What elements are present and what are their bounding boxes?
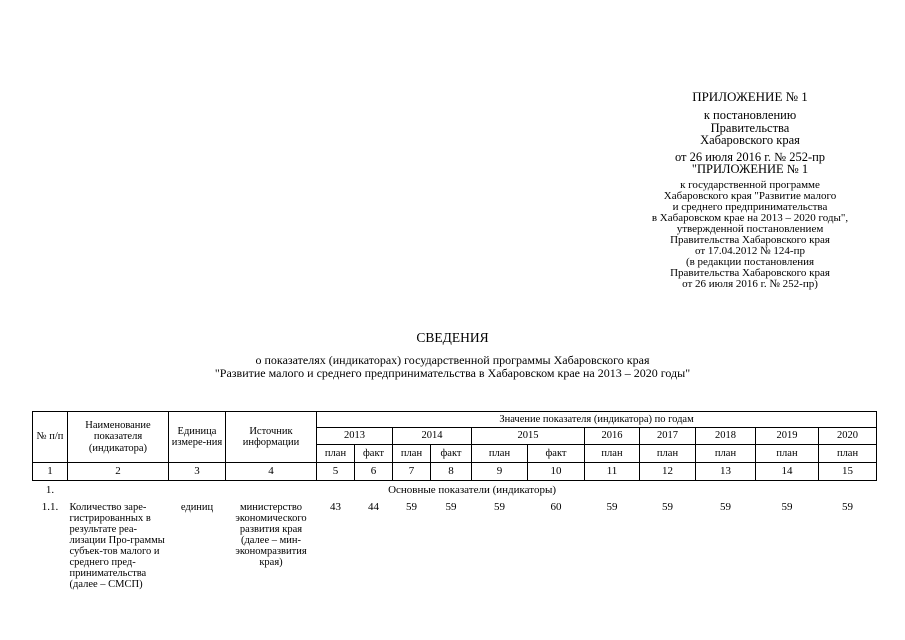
column-number: 1 [33,463,68,481]
header-plan: план [756,445,819,463]
header-num: № п/п [33,412,68,463]
header-year: 2016 [585,428,640,445]
column-number: 15 [819,463,877,481]
row-value-2019-plan: 59 [781,500,793,513]
row-value-2018-plan: 59 [720,500,731,513]
section-number: 1. [45,483,55,496]
column-number: 11 [585,463,640,481]
header-name: Наименование показателя (индикатора) [68,412,169,463]
row-number: 1.1. [41,500,59,513]
annex-block [620,90,880,290]
column-number: 2 [68,463,169,481]
header-year: 2017 [640,428,696,445]
document-subtitle-line: "Развитие малого и среднего предпринимательства в Хабаровском крае на 2013 – 2020 годы" [214,366,691,381]
column-number: 9 [472,463,528,481]
row-value-2017-plan: 59 [662,500,673,513]
header-source: Источник информации [226,412,317,463]
column-number: 4 [226,463,317,481]
document-subtitle-line: о показателях (индикаторах) государственной программы Хабаровского края [255,353,650,367]
annex-inner-title: "ПРИЛОЖЕНИЕ № 1 [691,162,809,176]
row-source: министерство экономического развития края (далее – мин-экономразвития края) [235,501,307,568]
header-values-group: Значение показателя (индикатора) по годам [317,412,877,428]
row-value-2013-fact: 44 [368,500,379,513]
row-unit: единиц [180,501,214,513]
column-number: 8 [431,463,472,481]
header-year: 2019 [756,428,819,445]
annex-inner-line: к государственной программе [680,178,820,191]
annex-inner-line: и среднего предпринимательства [672,200,828,213]
column-number: 10 [528,463,585,481]
column-number: 7 [393,463,431,481]
annex-line: Правительства [710,120,790,135]
row-value-2016-plan: 59 [606,500,618,513]
column-number: 6 [355,463,393,481]
section-row [33,481,877,501]
column-number: 14 [756,463,819,481]
column-number: 12 [640,463,696,481]
annex-inner-line: Хабаровского края "Развитие малого [663,189,837,202]
annex-line: к постановлению [703,108,797,122]
annex-inner-line: в Хабаровском крае на 2013 – 2020 годы", [651,211,849,224]
annex-inner-line: (в редакции постановления [685,255,815,268]
annex-title: ПРИЛОЖЕНИЕ № 1 [692,89,808,104]
header-year: 2018 [696,428,756,445]
header-plan: план [640,445,696,463]
header-year: 2020 [819,428,877,445]
row-value-2014-plan: 59 [406,500,417,513]
annex-line: Хабаровского края [700,133,800,147]
column-number: 13 [696,463,756,481]
header-fact: факт [431,445,472,463]
document-heading [0,330,905,380]
column-number: 3 [169,463,226,481]
header-fact: факт [355,445,393,463]
header-year: 2014 [393,428,472,445]
row-value-2014-fact: 59 [445,500,457,513]
header-plan: план [317,445,355,463]
annex-inner-line: от 26 июля 2016 г. № 252-пр) [682,277,818,290]
header-year: 2013 [317,428,393,445]
column-number: 5 [317,463,355,481]
row-value-2020-plan: 59 [842,500,854,513]
header-plan: план [696,445,756,463]
document-title: СВЕДЕНИЯ [416,330,489,345]
indicators-table [32,411,877,591]
header-unit: Единица измере-ния [169,412,226,463]
annex-inner-line: Правительства Хабаровского края [670,266,830,279]
header-plan: план [472,445,528,463]
header-plan: план [393,445,431,463]
row-value-2015-fact: 60 [550,500,562,513]
row-value-2013-plan: 43 [330,500,341,513]
annex-inner-line: Правительства Хабаровского края [670,233,830,246]
row-value-2015-plan: 59 [494,500,505,513]
annex-inner-line: от 17.04.2012 № 124-пр [695,244,805,257]
header-fact: факт [528,445,585,463]
section-title: Основные показатели (индикаторы) [388,483,556,496]
table-row [33,501,877,591]
annex-inner-line: утвержденной постановлением [676,222,824,235]
header-plan: план [819,445,877,463]
column-number-row [33,463,877,481]
row-indicator-name: Количество заре-гистрированных в результате реа-лизации Про-граммы субъек-тов малого и среднего пред-принимательства (далее – СМСП) [69,501,165,590]
annex-line: от 26 июля 2016 г. № 252-пр [674,149,826,164]
header-plan: план [585,445,640,463]
header-year: 2015 [472,428,585,445]
